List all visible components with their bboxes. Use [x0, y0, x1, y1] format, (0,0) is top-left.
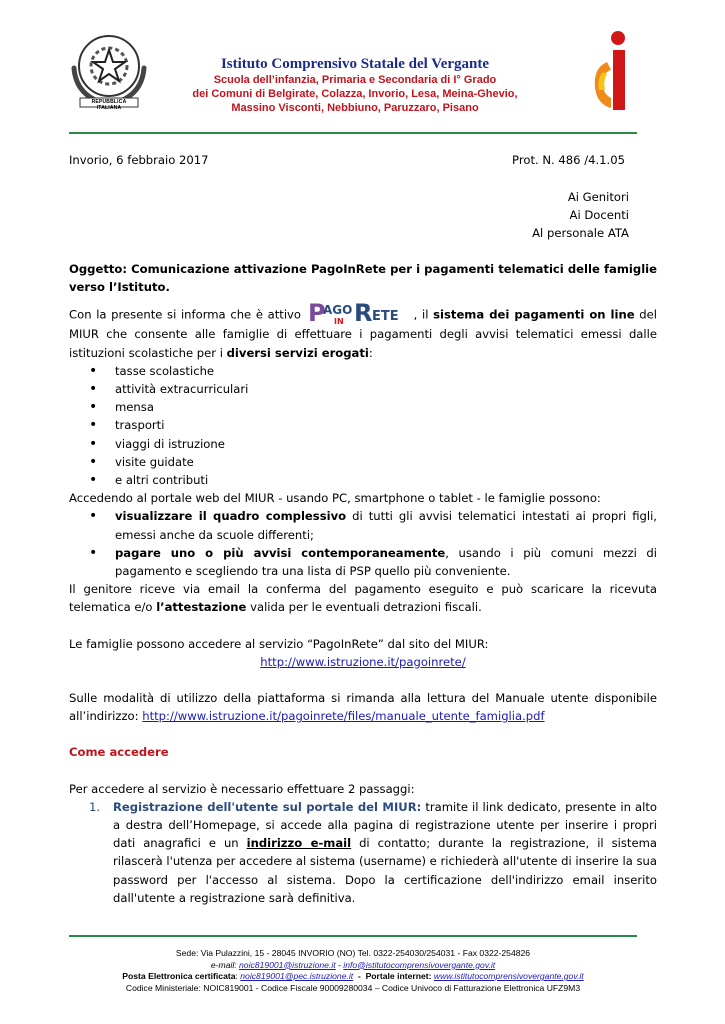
- recipient-parents: Ai Genitori: [567, 190, 629, 204]
- pagoinrete-link-row: [69, 653, 657, 671]
- school-subtitle-3: Massino Visconti, Nebbiuno, Paruzzaro, Pisano: [231, 102, 479, 114]
- list-item: • mensa: [69, 398, 657, 416]
- step-1: 1. Registrazione dell'utente sul portale del MIUR: tramite il link dedicato, presente in alto a destra dell’Homepage, si accede alla pagina di registrazione utente per inserire i propri dati anagrafici e un indirizzo e-mail di contatto; durante la registrazione, il sistema rilascerà l'utenza per accedere al sistema (username) e richiederà all'utente di inserire la sua password per l'accesso al sistema. Dopo la certificazione dell'indirizzo email inserito dall'utente a registrazione sarà definitiva.: [89, 799, 657, 905]
- letter-subject: Oggetto: Comunicazione attivazione PagoInRete per i pagamenti telematici delle famiglie verso l’Istituto.: [69, 262, 657, 295]
- svg-text:IN: IN: [333, 317, 344, 326]
- footer-divider: [69, 935, 637, 937]
- protocol-number: Prot. N. 486 /4.1.05: [512, 153, 625, 167]
- footer-pec-email[interactable]: noic819001@pec.istruzione.it: [240, 971, 354, 982]
- section-heading-how-to-access: Come accedere: [69, 745, 169, 760]
- svg-text:P: P: [307, 299, 326, 326]
- svg-text:R: R: [353, 299, 373, 326]
- footer-pec-row: Posta Elettronica certificata: noic819001@pec.istruzione.it - Portale internet: www.istitutocomprensivovergante.gov.it: [122, 971, 584, 982]
- footer-email-row: e-mail: noic819001@istruzione.it - info@istitutocomprensivovergante.gov.it: [210, 959, 496, 970]
- school-subtitle-1: Scuola dell’infanzia, Primaria e Secondaria di I° Grado: [213, 74, 497, 86]
- footer: [69, 948, 637, 994]
- pagoinrete-link[interactable]: http://www.istruzione.it/pagoinrete/: [260, 654, 466, 669]
- list-item: • e altri contributi: [69, 471, 657, 489]
- list-item: • viaggi di istruzione: [69, 435, 657, 453]
- letter-body: [69, 260, 657, 907]
- confirmation-paragraph: Il genitore riceve via email la conferma del pagamento eseguito e può scaricare la ricevuta telematica e/o l’attestazione valida per le eventuali detrazioni fiscali.: [69, 582, 657, 615]
- school-title: Istituto Comprensivo Statale del Vergante: [220, 56, 490, 72]
- recipient-staff: Al personale ATA: [532, 226, 629, 241]
- school-subtitle-2: dei Comuni di Belgirate, Colazza, Invorio, Lesa, Meina-Ghevio,: [192, 88, 518, 100]
- place-date: Invorio, 6 febbraio 2017: [69, 153, 209, 167]
- footer-email-2[interactable]: info@istitutocomprensivovergante.gov.it: [343, 959, 496, 970]
- list-item: • attività extracurriculari: [69, 380, 657, 398]
- intro-paragraph: Con la presente si informa che è attivo P AGO IN R ETE , il sistema dei pagamenti on line del MIUR che consente alle famiglie di effettuare i pagamenti degli avvisi telematici emessi dalle istituzioni scolastiche per i diversi servizi erogati:: [69, 299, 658, 360]
- svg-text:AGO: AGO: [322, 303, 353, 318]
- pagoinrete-logo-icon: [306, 299, 414, 325]
- list-item: • trasporti: [69, 416, 657, 434]
- footer-portal-link[interactable]: www.istitutocomprensivovergante.gov.it: [433, 971, 584, 982]
- republic-emblem-icon: [66, 28, 152, 110]
- step-1-number: 1.: [89, 799, 101, 814]
- list-item: • tasse scolastiche: [69, 362, 657, 380]
- date-protocol-row: [69, 153, 657, 167]
- recipient-teachers: Ai Docenti: [569, 208, 629, 223]
- step-1-title: Registrazione dell'utente sul portale del MIUR:: [113, 799, 422, 814]
- steps-intro: Per accedere al servizio è necessario effettuare 2 passaggi:: [69, 781, 415, 796]
- access-line: Accedendo al portale web del MIUR - usando PC, smartphone o tablet - le famiglie possono:: [69, 491, 601, 506]
- school-header: [150, 55, 560, 115]
- footer-email-1[interactable]: noic819001@istruzione.it: [239, 959, 336, 970]
- school-logo-icon: [585, 28, 635, 113]
- list-item: • pagare uno o più avvisi contemporaneamente, usando i più comuni mezzi di pagamento e scegliendo tra una lista di PSP quello più conveniente.: [69, 544, 657, 580]
- header-divider: [69, 132, 637, 134]
- recipients: [69, 188, 629, 243]
- families-access: Le famiglie possono accedere al servizio “PagoInRete” dal sito del MIUR:: [69, 636, 489, 651]
- emblem-banner-text: REPUBBLICA ITALIANA: [91, 99, 127, 111]
- services-list: [69, 362, 657, 489]
- manual-link[interactable]: http://www.istruzione.it/pagoinrete/files/manuale_utente_famiglia.pdf: [142, 709, 545, 724]
- svg-text:ETE: ETE: [371, 309, 399, 325]
- list-item: • visite guidate: [69, 453, 657, 471]
- features-list: [69, 507, 657, 580]
- footer-codes: Codice Ministeriale: NOIC819001 - Codice Fiscale 90009280034 – Codice Univoco di Fatturazione Elettronica UFZ9M3: [125, 982, 581, 993]
- footer-address: Sede: Via Pulazzini, 15 - 28045 INVORIO (NO) Tel. 0322-254030/254031 - Fax 0322-254826: [175, 948, 531, 958]
- manual-paragraph: Sulle modalità di utilizzo della piattaforma si rimanda alla lettura del Manuale utente disponibile all’indirizzo: http://www.istruzione.it/pagoinrete/files/manuale_utente_famiglia.pdf: [69, 691, 657, 724]
- list-item: • visualizzare il quadro complessivo di tutti gli avvisi telematici intestati ai propri figli, emessi anche da scuole differenti;: [69, 507, 657, 543]
